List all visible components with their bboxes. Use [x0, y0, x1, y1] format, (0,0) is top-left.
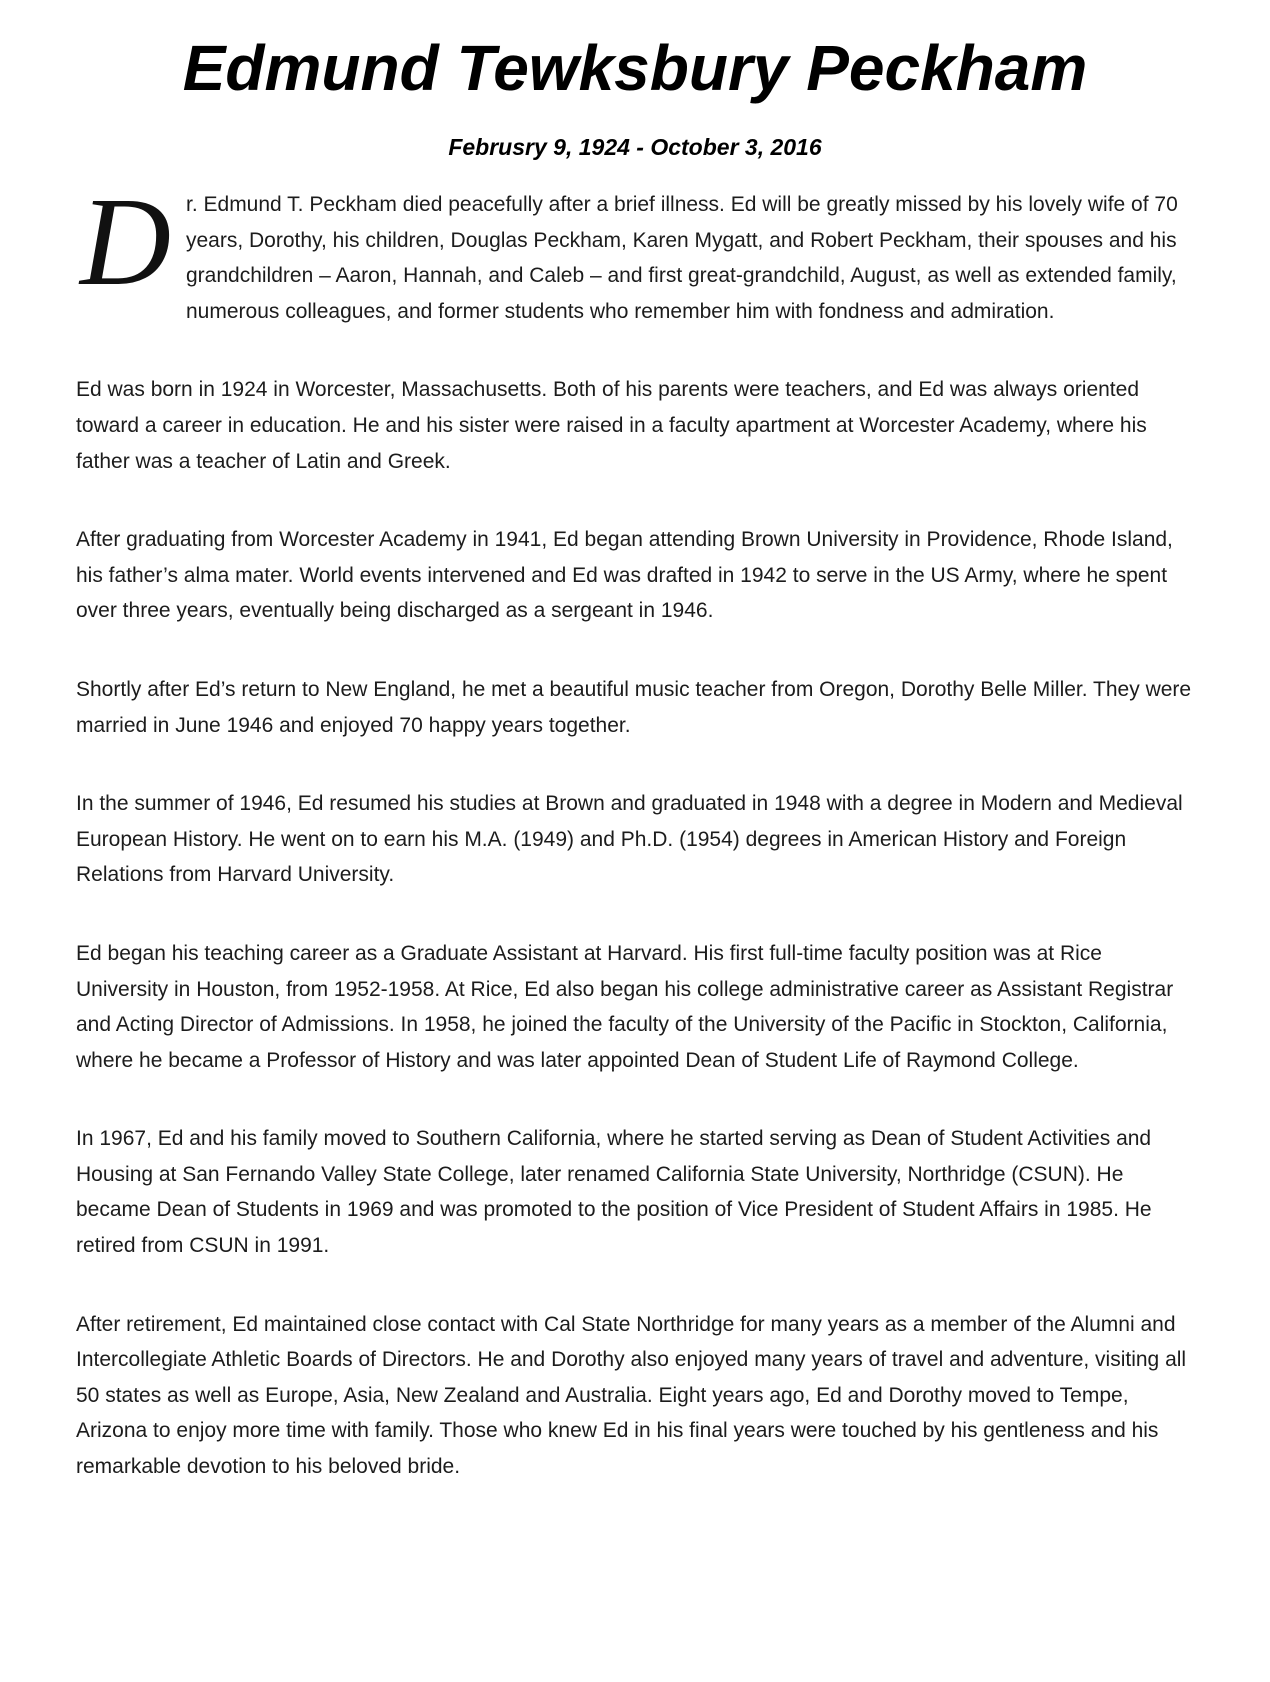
paragraph-teaching-career: Ed began his teaching career as a Graduate Assistant at Harvard. His first full-time faculty position was at Rice University in Houston, from 1952-1958. At Rice, Ed also began his college administrative career as Assistant Registrar and Acting Director of Admissions. In 1958, he joined the faculty of the University of the Pacific in Stockton, California, where he became a Professor of History and was later appointed Dean of Student Life of Raymond College.: [76, 941, 1174, 1072]
paragraph-military: After graduating from Worcester Academy in 1941, Ed began attending Brown University in Providence, Rhode Island, his father’s alma mater. World events intervened and Ed was drafted in 1942 to serve in the US Army, where he spent over three years, eventually being discharged as a sergeant in 1946.: [76, 528, 1173, 623]
paragraph-retirement: After retirement, Ed maintained close contact with Cal State Northridge for many years as a member of the Alumni and Intercollegiate Athletic Boards of Directors. He and Dorothy also enjoyed many years of travel and adventure, visiting all 50 states as well as Europe, Asia, New Zealand and Australia. Eight years ago, Ed and Dorothy moved to Tempe, Arizona to enjoy more time with family. Those who knew Ed in his final years were touched by his gentleness and his remarkable devotion to his beloved bride.: [76, 1312, 1187, 1479]
paragraph-intro: [76, 173, 1196, 329]
paragraph-csun-career: In 1967, Ed and his family moved to Southern California, where he started serving as Dean of Student Activities and Housing at San Fernando Valley State College, later renamed California State University, Northridge (CSUN). He became Dean of Students in 1969 and was promoted to the position of Vice President of Student Affairs in 1985. He retired from CSUN in 1991.: [76, 1127, 1152, 1258]
paragraph-text: r. Edmund T. Peckham died peacefully after a brief illness. Ed will be greatly missed by his lovely wife of 70 years, Dorothy, his children, Douglas Peckham, Karen Mygatt, and Robert Peckham, their spouses and his grandchildren – Aaron, Hannah, and Caleb – and first great-grandchild, August, as well as extended family, numerous colleagues, and former students who remember him with fondness and admiration.: [186, 193, 1178, 323]
paragraph-marriage: Shortly after Ed’s return to New England, he met a beautiful music teacher from Oregon, Dorothy Belle Miller. They were married in June 1946 and enjoyed 70 happy years together.: [76, 677, 1192, 737]
life-dates: Februsry 9, 1924 - October 3, 2016: [448, 134, 822, 160]
drop-cap: D: [80, 173, 171, 312]
paragraph-education: In the summer of 1946, Ed resumed his studies at Brown and graduated in 1948 with a degree in Modern and Medieval European History. He went on to earn his M.A. (1949) and Ph.D. (1954) degrees in American History and Foreign Relations from Harvard University.: [76, 792, 1183, 887]
page-title: Edmund Tewksbury Peckham: [182, 32, 1088, 104]
paragraph-early-life: Ed was born in 1924 in Worcester, Massachusetts. Both of his parents were teachers, and Ed was always oriented toward a career in education. He and his sister were raised in a faculty apartment at Worcester Academy, where his father was a teacher of Latin and Greek.: [76, 378, 1147, 473]
obituary-body: [76, 173, 1196, 1528]
